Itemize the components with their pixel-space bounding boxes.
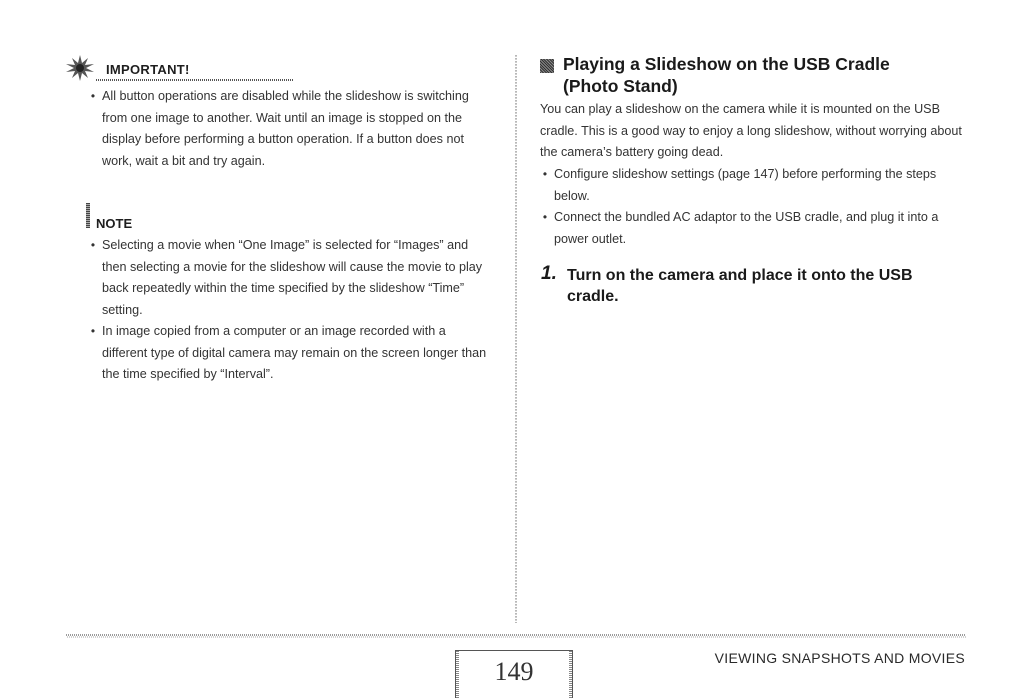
section-item-text: Configure slideshow settings (page 147) before performing the steps below. bbox=[554, 167, 937, 203]
step-text: Turn on the camera and place it onto the USB cradle. bbox=[567, 267, 913, 305]
step-number: 1. bbox=[541, 263, 557, 284]
bullet-icon: • bbox=[542, 167, 548, 181]
section-title-line1: Playing a Slideshow on the USB Cradle bbox=[563, 54, 890, 74]
chapter-title: VIEWING SNAPSHOTS AND MOVIES bbox=[714, 650, 965, 666]
starburst-icon bbox=[66, 55, 94, 81]
important-item-text: All button operations are disabled while the slideshow is switching from one image to another. Wait until an image is stopped on the display before performing a button operation. If a button does not work, wait a bit and try again. bbox=[102, 89, 469, 168]
note-label: NOTE bbox=[96, 216, 133, 231]
page-number: 149 bbox=[494, 657, 534, 686]
bullet-icon: • bbox=[542, 210, 548, 224]
note-list bbox=[88, 235, 494, 386]
section-item-text: Connect the bundled AC adaptor to the USB cradle, and plug it into a power outlet. bbox=[554, 210, 939, 246]
page-number-box bbox=[455, 650, 573, 698]
section-intro: You can play a slideshow on the camera while it is mounted on the USB cradle. This is a good way to enjoy a long slideshow, without worrying about the camera’s battery going dead. bbox=[540, 102, 962, 159]
bullet-icon: • bbox=[90, 89, 96, 103]
bullet-icon: • bbox=[90, 238, 96, 252]
section-title bbox=[563, 53, 983, 97]
list-item bbox=[540, 207, 965, 250]
note-item-text: In image copied from a computer or an image recorded with a different type of digital camera may remain on the screen longer than the time specified by “Interval”. bbox=[102, 324, 487, 381]
section-title-line2: (Photo Stand) bbox=[563, 76, 678, 96]
column-divider bbox=[515, 55, 517, 623]
important-list bbox=[88, 86, 494, 172]
list-item bbox=[88, 235, 494, 321]
important-heading bbox=[66, 55, 226, 81]
important-underline bbox=[96, 79, 294, 81]
list-item bbox=[540, 164, 965, 207]
section-marker-icon bbox=[540, 59, 554, 73]
note-item-text: Selecting a movie when “One Image” is selected for “Images” and then selecting a movie for the slideshow will cause the movie to play back repeatedly within the time specified by the slideshow “Time” setting. bbox=[102, 238, 483, 317]
list-item bbox=[88, 321, 494, 386]
bullet-icon: • bbox=[90, 324, 96, 338]
list-item bbox=[88, 86, 494, 172]
footer-rule bbox=[66, 634, 966, 638]
important-label: IMPORTANT! bbox=[106, 62, 190, 77]
note-bar-icon bbox=[86, 203, 90, 228]
section-list bbox=[540, 164, 965, 250]
